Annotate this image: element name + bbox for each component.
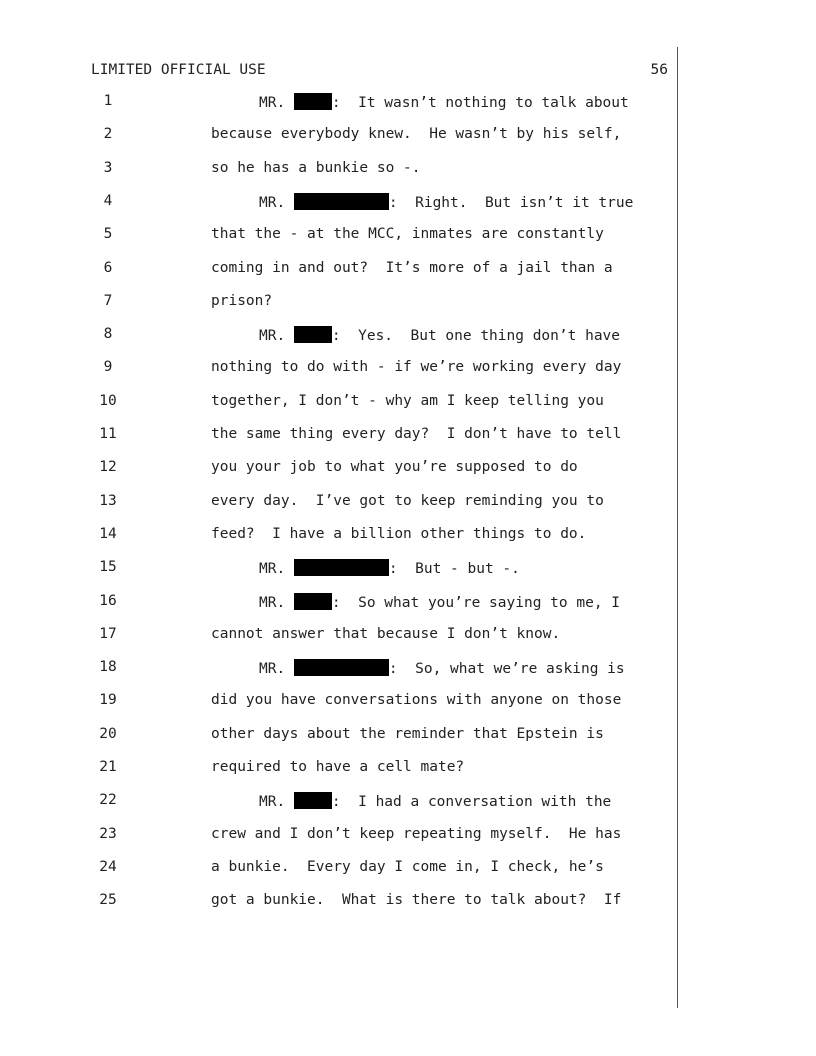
speaker-prefix: MR.: [259, 95, 294, 111]
transcript-line: [0, 293, 680, 315]
transcript-line: [0, 892, 680, 914]
line-number: 1: [103, 93, 113, 109]
redaction-block: [294, 659, 389, 676]
line-text: [211, 126, 621, 142]
line-number: 8: [103, 326, 113, 343]
line-body: required to have a cell mate?: [211, 759, 465, 775]
line-text: [211, 826, 621, 842]
line-text: [211, 426, 621, 442]
line-body: : Yes. But one thing don’t have: [331, 328, 621, 345]
speaker-prefix: MR.: [259, 194, 294, 211]
line-text: [211, 160, 421, 176]
line-number: 19: [99, 692, 117, 709]
transcript-line: [0, 859, 680, 881]
transcript-line: [0, 226, 680, 248]
redaction-block: [294, 193, 389, 210]
transcript-line: [0, 526, 680, 548]
redaction-block: [294, 93, 332, 110]
transcript-line: [0, 626, 680, 648]
speaker-prefix: MR.: [259, 661, 294, 678]
redaction-block: [294, 792, 332, 809]
speaker-line-text: [259, 559, 520, 577]
transcript-line: [0, 559, 680, 581]
line-body: together, I don’t - why am I keep telling you: [211, 392, 604, 409]
transcript-line: [0, 193, 680, 215]
line-text: [211, 892, 621, 908]
line-text: [211, 692, 621, 708]
transcript-line: [0, 493, 680, 515]
redaction-block: [294, 326, 332, 343]
line-body: : Right. But isn’t it true: [388, 194, 634, 211]
speaker-prefix: MR.: [259, 594, 294, 611]
line-number: 20: [99, 725, 117, 742]
line-body: : But - but -.: [388, 561, 520, 578]
line-number: 18: [99, 659, 117, 676]
line-number: 22: [99, 792, 117, 809]
line-body: you your job to what you’re supposed to do: [211, 459, 578, 476]
transcript-line: [0, 393, 680, 415]
page-number: 56: [650, 62, 668, 78]
line-body: a bunkie. Every day I come in, I check, he’s: [211, 858, 604, 875]
speaker-line-text: [259, 326, 620, 344]
transcript-line: [0, 93, 680, 115]
line-number: 17: [99, 625, 117, 642]
line-body: every day. I’ve got to keep reminding you to: [211, 492, 604, 509]
line-text: [211, 359, 621, 375]
line-body: feed? I have a billion other things to do.: [211, 525, 587, 542]
line-number: 13: [99, 492, 117, 509]
line-number: 5: [103, 226, 113, 243]
redaction-block: [294, 593, 332, 610]
line-text: [211, 526, 586, 542]
line-number: 11: [99, 426, 117, 442]
transcript-line: [0, 126, 680, 148]
line-text: [211, 459, 578, 475]
line-body: : It wasn’t nothing to talk about: [331, 95, 629, 111]
transcript-line: [0, 426, 680, 448]
page-header: [91, 62, 668, 82]
line-number: 12: [99, 459, 117, 476]
line-number: 10: [99, 392, 117, 409]
transcript-line: [0, 659, 680, 681]
transcript-line: [0, 593, 680, 615]
transcript-line: [0, 160, 680, 182]
line-number: 2: [103, 126, 113, 143]
line-body: cannot answer that because I don’t know.: [211, 625, 561, 642]
line-body: that the - at the MCC, inmates are constantly: [211, 226, 604, 243]
line-body: : I had a conversation with the: [331, 794, 612, 811]
line-body: did you have conversations with anyone on those: [211, 692, 622, 709]
line-number: 15: [99, 559, 117, 576]
line-body: prison?: [211, 292, 273, 309]
transcript-line: [0, 359, 680, 381]
line-text: [211, 626, 560, 642]
speaker-prefix: MR.: [259, 794, 294, 811]
line-body: nothing to do with - if we’re working every day: [211, 359, 622, 376]
line-number: 25: [99, 892, 117, 909]
line-text: [211, 293, 272, 309]
transcript-line: [0, 459, 680, 481]
speaker-line-text: [259, 792, 611, 810]
line-body: other days about the reminder that Epstein is: [211, 725, 604, 742]
transcript-line: [0, 759, 680, 781]
line-number: 9: [103, 359, 113, 376]
line-body: coming in and out? It’s more of a jail than a: [211, 259, 613, 276]
line-text: [211, 726, 604, 742]
speaker-line-text: [259, 659, 625, 677]
line-body: crew and I don’t keep repeating myself. He has: [211, 825, 622, 842]
line-text: [211, 226, 604, 242]
line-number: 23: [99, 825, 117, 842]
line-body: so he has a bunkie so -.: [211, 159, 421, 176]
transcript-line: [0, 826, 680, 848]
transcript-line: [0, 792, 680, 814]
line-text: [211, 393, 604, 409]
speaker-prefix: MR.: [259, 328, 294, 345]
transcript-line: [0, 726, 680, 748]
line-number: 4: [103, 192, 113, 209]
line-number: 7: [103, 292, 113, 309]
line-text: [211, 859, 604, 875]
line-number: 14: [99, 525, 117, 542]
speaker-line-text: [259, 93, 629, 111]
classification-label: LIMITED OFFICIAL USE: [91, 62, 266, 78]
line-body: : So, what we’re asking is: [388, 661, 625, 678]
line-text: [211, 493, 604, 509]
speaker-line-text: [259, 593, 620, 611]
line-body: got a bunkie. What is there to talk about? If: [211, 892, 622, 909]
line-body: because everybody knew. He wasn’t by his self,: [211, 126, 622, 143]
redaction-block: [294, 559, 389, 576]
transcript-line: [0, 260, 680, 282]
line-number: 24: [99, 858, 117, 875]
speaker-prefix: MR.: [259, 561, 294, 578]
speaker-line-text: [259, 193, 633, 211]
line-text: [211, 260, 613, 276]
line-number: 16: [99, 592, 117, 609]
line-number: 6: [103, 259, 113, 276]
line-body: : So what you’re saying to me, I: [331, 594, 621, 611]
line-number: 21: [99, 759, 117, 775]
line-text: [211, 759, 464, 775]
transcript-line: [0, 692, 680, 714]
line-body: the same thing every day? I don’t have to tell: [211, 426, 622, 442]
transcript-line: [0, 326, 680, 348]
line-number: 3: [103, 159, 113, 176]
